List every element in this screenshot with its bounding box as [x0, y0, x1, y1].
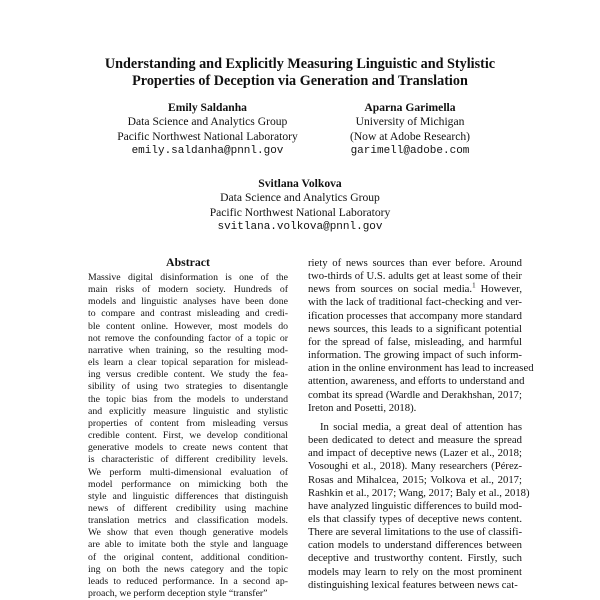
text-line: and explicitly measure linguistic and stylistic: [88, 405, 288, 417]
text-line: ing versus credible content. We study the fea-: [88, 369, 288, 381]
text-line: translation metrics and classification models.: [88, 515, 288, 527]
author-institution: Pacific Northwest National Laboratory: [209, 205, 391, 219]
text-line: are able to imitate both the style and language: [88, 539, 288, 551]
author-email: emily.saldanha@pnnl.gov: [131, 145, 284, 158]
text-line: riety of news sources than ever before. Around: [308, 257, 522, 269]
author-name: Aparna Garimella: [364, 101, 456, 114]
text-line: news sources, this leads to a significant potential: [308, 322, 522, 335]
footnote-marker[interactable]: 1: [472, 281, 476, 290]
author-affiliation: Data Science and Analytics Group: [127, 115, 288, 129]
body-paragraph-1: [308, 257, 534, 415]
text-line: Vosoughi et al., 2018). Many researchers (Pérez-: [308, 460, 522, 473]
author-name: Emily Saldanha: [168, 101, 247, 114]
text-line: leads to reduced performance. In a second ap-: [88, 575, 288, 587]
author-block-volkova: [175, 177, 425, 235]
author-name: Svitlana Volkova: [258, 177, 342, 190]
author-block-saldanha: [95, 101, 320, 159]
text-line: the topic bias from the models to understand: [88, 393, 288, 405]
author-institution: (Now at Adobe Research): [349, 129, 471, 143]
author-email: svitlana.volkova@pnnl.gov: [217, 221, 383, 234]
text-line: Rosas and Mihalcea, 2015; Volkova et al., 2017;: [308, 473, 522, 486]
author-email: garimell@adobe.com: [350, 145, 470, 158]
text-line: generative models to create news content that: [88, 442, 288, 454]
text-line: Massive digital disinformation is one of the: [88, 272, 288, 283]
text-line: not remove the confounding factor of a topic or: [88, 332, 288, 344]
text-line: sibility of using two strategies to disentangle: [88, 381, 288, 393]
text-line: to compare and contrast misleading and credi-: [88, 308, 288, 320]
abstract-body: [88, 272, 288, 600]
text-line: els learn a clear topical separation for mislead-: [88, 357, 288, 369]
title-line-2: Properties of Deception via Generation and Translation: [132, 73, 468, 89]
text-line: with the lack of traditional fact-checking and ver-: [308, 296, 522, 309]
text-line: Rashkin et al., 2017; Wang, 2017; Baly et al., 2018): [308, 486, 530, 499]
text-line: proach, we perform deception style “transfer”: [88, 588, 268, 600]
text-line: and impact of deceptive news (Lazer et al., 2018;: [308, 447, 522, 460]
text-line: Ireton and Posetti, 2018).: [308, 401, 417, 414]
text-line: two-thirds of U.S. adults get at least some of their: [308, 270, 522, 283]
text-line: We show that even though generative models: [88, 527, 288, 539]
text-line: is characteristic of different credibility levels.: [88, 454, 288, 466]
text-line-tail: However,: [475, 283, 522, 296]
abstract-heading: Abstract: [166, 255, 210, 269]
text-line: In social media, a great deal of attention has: [320, 420, 522, 433]
text-line: main risks of modern society. Hundreds of: [88, 284, 288, 296]
text-line: have analyzed linguistic differences to build mod-: [308, 499, 523, 512]
paper-title: [60, 56, 540, 90]
text-line: ble content online. However, most models do: [88, 320, 288, 332]
text-line: information. The growing impact of such inform-: [308, 349, 522, 362]
text-line: deceptive and trustworthy content. Firstly, such: [308, 552, 522, 565]
author-affiliation: University of Michigan: [355, 115, 465, 129]
text-line: ification processes that accompany more standard: [308, 309, 522, 322]
title-line-1: Understanding and Explicitly Measuring Linguistic and Stylistic: [104, 56, 496, 72]
author-institution: Pacific Northwest National Laboratory: [117, 129, 298, 143]
text-line: style and linguistic differences that distinguish: [88, 490, 288, 502]
text-line: model performance on mimicking both the: [88, 478, 288, 490]
text-line: of the original content, additional condition-: [88, 551, 288, 563]
text-line: for the spread of false, misleading, and harmful: [308, 335, 522, 348]
text-line: There are several limitations to the use of classifi-: [308, 526, 522, 539]
text-line: news from sources on social media.$^1$ However,: [308, 281, 522, 296]
text-line: distinguishing lexical features between news cat-: [308, 578, 518, 591]
text-line: We perform multi-dimensional evaluation of: [88, 466, 288, 478]
text-line: properties of content from misleading versus: [88, 417, 288, 429]
text-line: models and linguistic analyses have been done: [88, 296, 288, 308]
text-line: models may learn to rely on the most prominent: [308, 565, 522, 578]
text-line: combat its spread (Wardle and Derakhshan, 2017;: [308, 388, 522, 401]
text-line: ation in the online environment has lead to increased: [308, 362, 534, 375]
text-line: els that classify types of deceptive news content.: [308, 512, 522, 525]
author-affiliation: Data Science and Analytics Group: [220, 191, 380, 205]
introduction-text: [308, 257, 534, 592]
text-line: been dedicated to detect and measure the spread: [308, 434, 522, 447]
author-block-garimella: [310, 101, 510, 159]
body-paragraph-2: [308, 420, 530, 592]
text-line: ing on both the news category and the topic: [88, 563, 288, 575]
text-line: cation models to understand differences between: [308, 539, 522, 552]
text-line: news of different credibility using machine: [88, 502, 288, 514]
text-line: narrative when training, so the resulting mod-: [88, 344, 288, 356]
text-line: attention, awareness, and efforts to understand and: [308, 375, 525, 388]
text-line: credible content. First, we develop conditional: [88, 430, 288, 442]
